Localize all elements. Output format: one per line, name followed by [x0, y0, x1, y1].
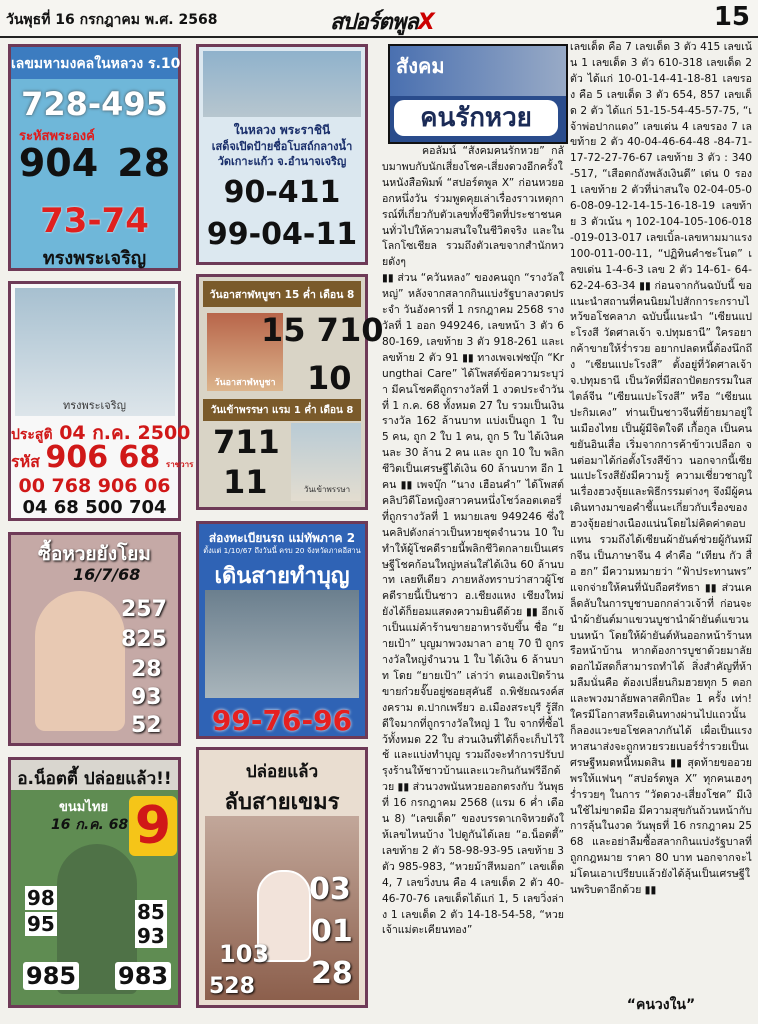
baby-date: 16/7/68: [73, 565, 141, 584]
buddhist-number-4: 11: [223, 463, 268, 501]
article-paragraph: ▮▮ ส่วน “ควันหลง” ของคนถูก “รางวัลใหญ่” หลังจากสลากกินแบ่งรัฐบาลงวดประจำ วันอังคารที่ 1 กรกฎาคม 2568 รางวัลที่ 1 ออก 949246, เลขหน้า 3 ตัว 680-169, เลขท้าย 3 ตัว 918-261 และเลขท้าย 2 ตัว 91 ▮▮ ทางเพจเฟซบุ๊ก “Krungthai Care” ได้โพสต์ข้อความระบุว่า มีคนโชคดีถูกรางวัลที่ 1 งวดประจำวันที่ 1 ก.ค. 68 ทั้งหมด 27 ใบ รวมเป็นเงินรางวัล 162 ล้านบาท แบ่งเป็นถูก 1 ใบ 5 คน, ถูก 2 ใบ 1 คน, ถูก 5 ใบ ได้เงินคนละ 30 ล้าน 2 คน และ ถูก 10 ใบ พลิกชีวิตเป็นเศรษฐีได้เงิน 60 ล้านบาท อีก 1 คน ▮▮ เพจบุ๊ก “นาง เฮือนคำ” ได้โพสต์คลิปวิดีโอหญิงสาวคนหนึ่งโชว์ลอตเตอรี่ที่ถูกรางวัลที่ 1 หมายเลข 949246 ซึ่งในคลิปดังกล่าวเป็นหวยชุดจำนวน 10 ใบทำให้ผู้โชคดีรายนี้พลิกชีวิตกลายเป็นเศรษฐีโชคก้อนใหญ่หล่นใส่ได้เงิน 60 ล้านบาท เลยทีเดียว ภายหลังทราบว่าสาวผู้โชคดีรายนี้เป็นชาว อ.เชียงแหง เชียงใหม่ ยังได้ก็ยอมแสดงความยินดีด้วย ▮▮ อีกเจ้าเป็นแม่ค้าร้านขายอาหารจับขึ้น ชื่อ “ยายเป้า” บุญมาพวงมาลา อายุ 70 ปี ถูกรางวัลใหญ่จำนวน 1 ใบ ได้เงิน 6 ล้านบาท โดย “ยายเป้า” เล่าว่า ตนเองเปิดร้านขายก๋วยจั๊บอยู่ซอยสุคันธี ถ.พิชัยณรงค์สงคราม ต.ปากเพรียว อ.เมืองสระบุรี รู้สึกดีใจมากที่ถูกรางวัลใหญ่ 1 ใบ จากที่ซื้อไว้ทั้งหมด 22 ใบ ส่วนเงินที่ได้ก็จะเก็บไว้ใช้ และแบ่งทำบุญ รวมถึงจะทำการปรับปรุงร้านให้ชาวบ้านและแวะกินกันฟรีอีกด้วย ▮▮ ส่วนวงพนันหวยออกตรงกับ วันพุธที่ 16 กรกฎาคม 2568 (แรม 6 ค่ำ เดือน 8) “เลขเด็ด” ของบรรดาเกจิหวยดังให้เลขไหนบ้าง ไปดูกันได้เลย “อ.น็อตตี้” เลขท้าย 2 ตัว 58-98-93-95 เลขท้าย 3 ตัว 985-983, “หวยม้าสีหมอก” เลขเด็ด 4, 7 เลขวิ่งบน คือ 4 เลขเด็ด 2 ตัว 40-46-70-76 เลขเด็ดได้แก่ 1, 5 เลขวิ่งล่าง 1 เลขเด็ด 2 ตัว 14-18-54-58, “หวยเจ้าแม่ตะเคียนทอง”: [382, 272, 564, 937]
notty-left-1: 98: [27, 886, 55, 910]
panel-royal-visit: [196, 44, 368, 265]
notty-sub: ขนมไทย: [59, 800, 109, 815]
page-number: 15: [713, 2, 750, 32]
royal-number-1: 728-495: [21, 85, 168, 123]
royal-number-3: 73-74: [40, 201, 149, 241]
panel-royal-birth: [8, 281, 194, 521]
birth-label: ประสูติ: [11, 427, 53, 443]
baby-number-2: 825: [121, 627, 167, 652]
notty-right-2: 93: [137, 924, 165, 948]
royal-footer: ทรงพระเจริญ: [42, 248, 147, 269]
baby-title: ซื้อหวยยังโยม: [38, 543, 151, 565]
notty-title: อ.น็อตตี้ ปล่อยแล้ว!!: [17, 769, 172, 789]
code-line: [11, 440, 194, 475]
lent-image-caption: วันเข้าพรรษา: [303, 485, 351, 494]
notty-date: 16 ก.ค. 68: [51, 817, 129, 833]
lent-title: วันเข้าพรรษา แรม 1 ค่ำ เดือน 8: [210, 405, 354, 416]
baby-number-4: 93: [131, 685, 162, 710]
panel-baby-lottery: [8, 532, 181, 746]
khmer-number-bottom-left: 528: [209, 974, 255, 999]
notty-left-2: 95: [27, 912, 55, 936]
khmer-number-2: 01: [311, 914, 353, 949]
khmer-number-1: 03: [309, 872, 351, 907]
birth-value: 04 ก.ค. 2500: [59, 422, 191, 444]
issue-date: วันพุธที่ 16 กรกฎาคม พ.ศ. 2568: [6, 12, 218, 28]
asalha-image-caption: วันอาสาฬหบูชา: [214, 378, 276, 388]
portrait-caption: ทรงพระเจริญ: [62, 399, 127, 412]
baby-number-5: 52: [131, 713, 162, 738]
buddhist-number-1: 15 710: [261, 311, 384, 349]
merit-title: เดินสายทำบุญ: [214, 564, 350, 589]
panel-title: เลขมหามงคลในหลวง ร.10: [11, 56, 181, 72]
baby-number-3: 28: [131, 657, 162, 682]
asalha-title: วันอาสาฬหบูชา 15 ค่ำ เดือน 8: [209, 289, 355, 301]
code-label: รหัส: [11, 452, 40, 471]
notty-big-number: 9: [129, 796, 177, 856]
article-column-2: [570, 40, 752, 990]
royal-number-2b: 28: [117, 141, 171, 185]
notty-bottom-left: 985: [23, 962, 79, 990]
khmer-title-2: ลับสายเขมร: [224, 790, 340, 815]
buddhist-number-2: 10: [307, 359, 352, 397]
royal-visit-photo: [203, 51, 361, 117]
article-paragraph: เลขเด็ด คือ 7 เลขเด็ด 3 ตัว 415 เลขเน้น 1 เลขเด็ด 3 ตัว 610-318 เลขเด็ด 2 ตัว ได้แก่ 10-01-14-41-18-81 เลขรอง คือ 5 เลขเด็ด 3 ตัว 654, 857 เลขเด็ด 2 ตัว ได้แก่ 51-15-54-45-57-75, “เจ้าพ่อปากแดง” เลขเด่น 4 เลขรอง 7 เลขท้าย 2 ตัว 40-04-46-64-48 -84-71-17-72-27-76-67 เลขท้าย 3 ตัว : 340-517, “เสือตกถังพลังเงินดี” เด่น 0 รอง 1 เลขท้าย 2 ตัวที่น่าสนใจ 02-04-05-06-08-09-12-14-15-16-18-19 เลขท้าย 3 ตัวเน้น ๆ 102-104-105-106-018-019-013-017 เลขเบิ้ล-เลขหามมาแรง 100-011-00-11, “ปฏิทินคำชะโนด” เลขเด่น 1-4-6-3 เลข 2 ตัว 14-61- 64-62-24-63-34 ▮▮ ก่อนจากกันฉบับนี้ ขอแนะนำสถานที่คนนิยมไปสักการะกราบไหว้ขอโชคลาภ ฉบับนี้แนะนำ “เซียนแปะโรงสี วัดศาลเจ้า จ.ปทุมธานี” ใครอยากค้าขายให้ร่ำรวย อยากปลดหนี้ต้องนึกถึง “เซียนแปะโรงสี” ตั้งอยู่ที่วัดศาลเจ้า จ.ปทุมธานี เป็นวัดที่มีสถาปัตยกรรมในสไตล์จีน “เซียนแปะโรงสี” หรือ “เซียนแปะกิมเคง” ท่านเป็นชาวจีนที่ย้ายมาอยู่ในเมืองไทย เป็นผู้มีจิตใจดี เกื้อกูล เป็นคนขยันอินเสื่อ เริ่มจากการค้าข้าวเปลือก จนต่อมาได้ก่อตั้งโรงสีข้าว นอกจากนี้เซียนแปะโรงสียังมีความรู้ ความเชี่ยวชาญในเรื่องฮวงจุ้ยและพิธีกรรมต่างๆ จึงมีผู้คนเดินทางมาขอคำชี้แนะเกี่ยวกับเรื่องของฮวงจุ้ยอย่างเนืองแน่นโดยไม่คิดค่าตอบแทน รวมถึงได้เซียนผ้ายันต์ช่วยผู้กันหมึกจีน เป็นภาษาจีน 4 คำคือ “เทียน กัว สื่อ ฮก” มีความหมายว่า “ฟ้าประทานพร” แจกจ่ายให้คนที่นับถือศรัทธา ▮▮ ส่วนเคล็ดลับในการบูชาบอกกล่าวเจ้าที่ ก่อนจะนำผ้ายันต์มาแขวนบูชานำผ้ายันต์แขวนบนหน้า โดยให้ผ้ายันต์หันออกหน้าร้านหรือหน้าบ้าน หากต้องการบูชาด้วยมาลัยดอกไม้สดก็สามารถทำได้ สิ่งสำคัญที่ห้ามลืมนั่นคือ ต้องเปลี่ยนกิมฮวยทุก 5 ตอก และพวงมาลัยพลาสติกปีละ 1 ครั้ง เท่า! ใครมีโอกาสหรือเดินทางผ่านไปแถวนั้นก็ลองแวะขอโชคลาภกันได้ เผื่อเป็นแรงหาสนาส่งจะถูกหวยรวยเบอร์ร่ำรวยเป็นเศรษฐีหมดหนี้หมดสิน ▮▮ สุดท้ายขออวยพรให้แฟนๆ “สปอร์ตพูล X” ทุกคนเฮงๆ ร่ำรวยๆ ในการ “วัดดวง-เสี่ยงโชค” มีเงินใช้ไม่ขาดมือ มีความสุขกันถ้วนหน้ากับการลุ้นในงวด วันพุธที่ 16 กรกฎาคม 2568 และอย่าลืมซื้อสลากกินแบ่งรัฐบาลที่ถูกกฎหมาย ราคา 80 บาท นอกจากจะไม่โดนเอาเปรียบแล้วยังได้ลุ้นเป็นเศรษฐีในพริบตาอีกด้วย ▮▮: [570, 41, 752, 897]
column-logo-top: สังคม: [396, 54, 445, 78]
code-line-3: 00 768 906 06: [18, 475, 171, 497]
buddhist-number-3: 711: [213, 423, 280, 461]
panel-merit-tour: [196, 521, 368, 739]
panel-khmer-source: [196, 747, 368, 1008]
visit-caption-1: ในหลวง พระราชินี: [233, 123, 331, 137]
code-line-4: 04 68 500 704: [22, 497, 167, 518]
panel-ajarn-notty: [8, 757, 181, 1008]
khmer-title-1: ปล่อยแล้ว: [245, 762, 319, 782]
khmer-number-left: 103: [219, 940, 270, 968]
article-paragraph: คอลัมน์ “สังคมคนรักหวย” กลับมาพบกับนักเสี่ยงโชค-เสี่ยงดวงอีกครั้งในหนังสือพิมพ์ “สปอร์ตพูล X” ก่อนหวยออกหนึ่งวัน ร่วมพูดคุยเล่าเรื่องราวเหตุการณ์ที่เกี่ยวกับตัวเลขทั้งชีวิตที่ประชาชนคนทั่วไปให้ความสนใจในชีวิตจริง และในโลกโซเชียล รวมถึงตัวเลขจากสำนักหวยดังๆ: [382, 145, 564, 269]
khmer-number-3: 28: [311, 956, 353, 991]
notty-bottom-right: 983: [115, 962, 171, 990]
panel-royal-numbers: [8, 44, 181, 271]
column-logo-bottom: คนรักหวย: [394, 100, 558, 136]
baby-photo: [35, 591, 125, 731]
column-logo: [388, 44, 568, 144]
code-suffix: ราชวาร: [165, 460, 194, 469]
merit-photo: [205, 590, 359, 698]
baby-number-1: 257: [121, 597, 167, 622]
code-value: 906 68: [45, 440, 161, 475]
merit-number: 99-76-96: [211, 704, 353, 737]
royal-number-2-row: [11, 141, 178, 185]
visit-number-2: 99-04-11: [206, 217, 358, 252]
panel-buddhist-days: [196, 274, 384, 510]
royal-sub: ระหัสพระองค์: [19, 129, 95, 144]
article-column-1: [382, 144, 564, 1018]
brand-logo: [330, 4, 434, 39]
brand-name: สปอร์ตพูล: [330, 10, 418, 35]
column-signature: “คนวงใน”: [626, 997, 696, 1013]
page-header: [0, 0, 758, 38]
visit-caption-3: วัดเกาะแก้ว จ.อำนาจเจริญ: [217, 155, 347, 168]
visit-number-1: 90-411: [223, 175, 341, 210]
visit-caption-2: เสด็จเปิดป้ายชื่อโบสถ์กลางน้ำ: [211, 140, 353, 153]
lottery-article: [380, 40, 752, 1018]
merit-top-2: ตั้งแต่ 1/10/67 ถึงวันนี้ ครบ 20 จังหวัดภาคอีสาน: [203, 546, 361, 555]
royal-number-2a: 904: [18, 141, 99, 185]
notty-right-1: 85: [137, 900, 165, 924]
brand-x: X: [417, 10, 434, 35]
merit-top-1: ส่องทะเบียนรถ แม่ทัพภาค 2: [208, 531, 356, 545]
